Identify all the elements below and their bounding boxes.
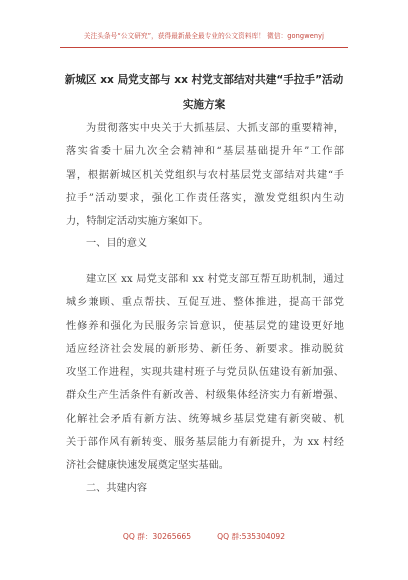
purpose-line: 群众生产生活条件有新改善、村级集体经济实力有新增强、 bbox=[66, 390, 344, 402]
purpose-line: 城乡兼顾、重点帮扶、互促互进、整体推进，提高干部党 bbox=[66, 297, 344, 309]
intro-line: 署，根据新城区机关党组织与农村基层党支部结对共建“手 bbox=[66, 169, 344, 181]
document-title-line-2: 实施方案 bbox=[182, 99, 226, 111]
document-title-line-1: 新城区 xx 局党支部与 xx 村党支部结对共建“手拉手”活动 bbox=[64, 74, 344, 86]
intro-line: 为贯彻落实中央关于大抓基层、大抓支部的重要精神， bbox=[86, 123, 344, 134]
intro-line: 落实省委十届九次全会精神和“基层基础提升年”工作部 bbox=[66, 146, 344, 158]
purpose-line: 建立区 xx 局党支部和 xx 村党支部互帮互助机制，通过 bbox=[86, 274, 344, 285]
intro-line: 力，特制定活动实施方案如下。 bbox=[66, 216, 209, 228]
purpose-line: 性修养和强化为民服务宗旨意识，使基层党的建设更好地 bbox=[66, 320, 344, 332]
section-heading-content: 二、共建内容 bbox=[86, 483, 148, 494]
footer-contacts bbox=[0, 531, 408, 542]
footer-qq-group-2: QQ 群:535304092 bbox=[217, 532, 286, 541]
purpose-line: 济社会健康快速发展奠定坚实基础。 bbox=[66, 460, 229, 472]
purpose-line: 关于部作风有新转变、服务基层能力有新提升，为 xx 村经 bbox=[66, 437, 344, 449]
purpose-paragraph bbox=[66, 268, 344, 478]
intro-paragraph bbox=[66, 117, 344, 233]
footer-qq-group-1: QQ 群：30265665 bbox=[122, 532, 192, 541]
intro-line: 拉手”活动要求，强化工作责任落实，激发党组织内生动 bbox=[66, 192, 344, 204]
header-banner: 关注头条号“公文研究”，获得最新最全最专业的公文资料库！ 微信：gongwenyj bbox=[83, 32, 325, 40]
header-divider bbox=[60, 47, 348, 48]
document-title bbox=[55, 68, 353, 118]
purpose-line: 化解社会矛盾有新方法、统筹城乡基层党建有新突破、机 bbox=[66, 413, 344, 425]
purpose-line: 适应经济社会发展的新形势、新任务、新要求。推动脱贫 bbox=[66, 343, 344, 355]
purpose-line: 攻坚工作进程，实现共建村班子与党员队伍建设有新加强、 bbox=[66, 367, 344, 379]
section-heading-purpose: 一、目的意义 bbox=[86, 238, 148, 249]
